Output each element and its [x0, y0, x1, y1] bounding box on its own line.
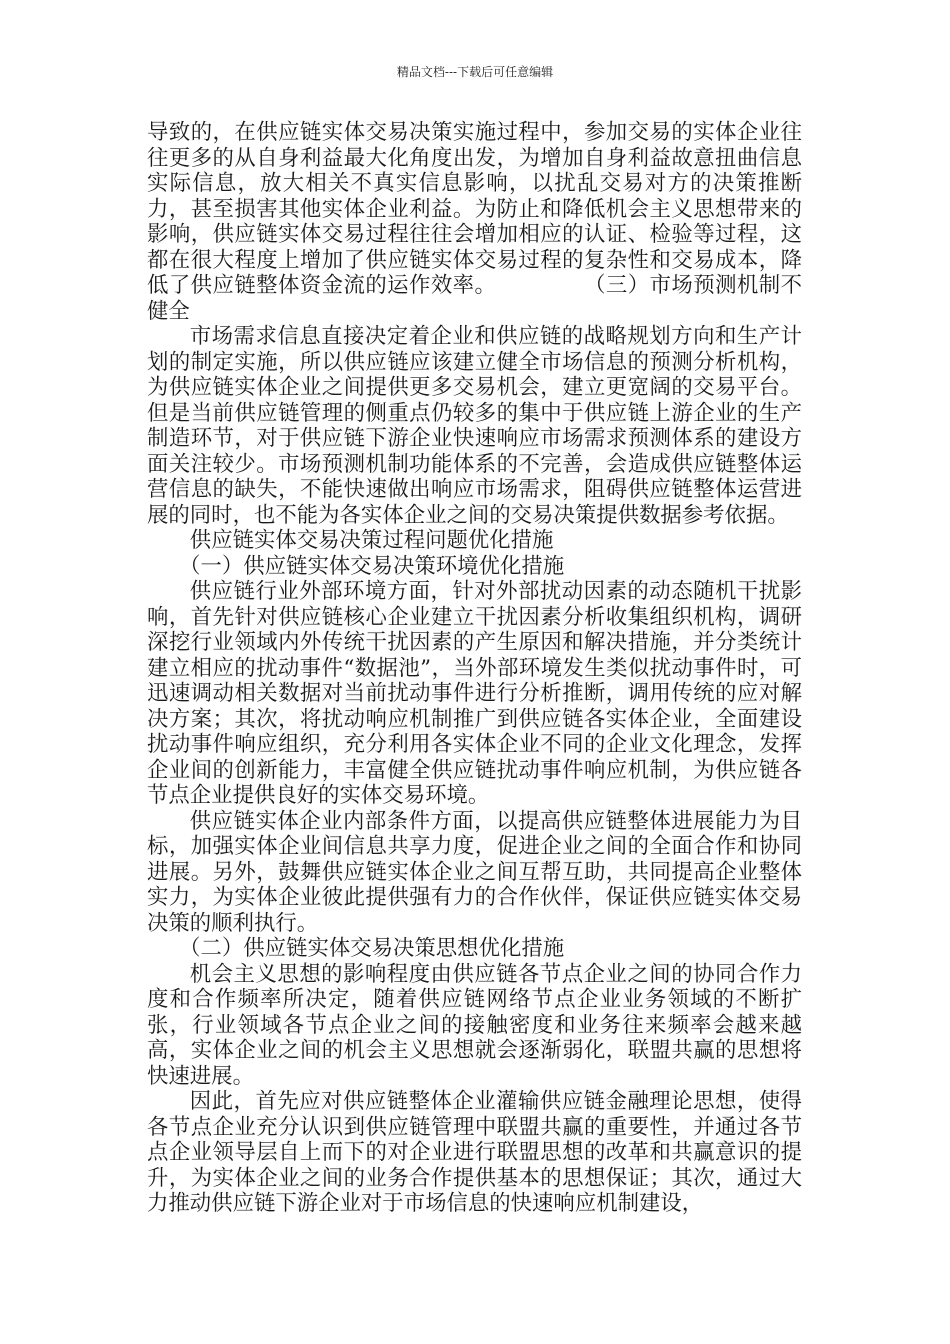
paragraph-2: 市场需求信息直接决定着企业和供应链的战略规划方向和生产计划的制定实施，所以供应链应该建立健全市场信息的预测分析机构，为供应链实体企业之间提供更多交易机会，建立更宽阔的交易平台。但是当前供应链管理的侧重点仍较多的集中于供应链上游企业的生产制造环节，对于供应链下游企业快速响应市场需求预测体系的建设方面关注较少。市场预测机制功能体系的不完善，会造成供应链整体运营信息的缺失，不能快速做出响应市场需求，阻碍供应链整体运营进展的同时，也不能为各实体企业之间的交易决策提供数据参考依据。: [147, 324, 802, 528]
paragraph-1-spacer: [486, 273, 595, 298]
section-heading-1: （一）供应链实体交易决策环境优化措施: [179, 553, 565, 579]
section-heading-main: 供应链实体交易决策过程问题优化措施: [189, 528, 554, 553]
paragraph-1: [147, 120, 802, 324]
document-body: [147, 120, 802, 1217]
section-heading-2: （二）供应链实体交易决策思想优化措施: [179, 936, 565, 961]
page-header-watermark: 精品文档---下载后可任意编辑: [396, 65, 554, 79]
paragraph-4: 供应链实体企业内部条件方面，以提高供应链整体进展能力为目标，加强实体企业间信息共享力度，促进企业之间的全面合作和协同进展。另外，鼓舞供应链实体企业之间互帮互助，共同提高企业整体实力，为实体企业彼此提供强有力的合作伙伴，保证供应链实体交易决策的顺利执行。: [147, 808, 802, 936]
paragraph-1-text: 导致的，在供应链实体交易决策实施过程中，参加交易的实体企业往往更多的从自身利益最大化角度出发，为增加自身利益故意扭曲信息实际信息，放大相关不真实信息影响，以扰乱交易对方的决策推断力，甚至损害其他实体企业利益。为防止和降低机会主义思想带来的影响，供应链实体交易过程往往会增加相应的认证、检验等过程，这都在很大程度上增加了供应链实体交易过程的复杂性和交易成本，降低了供应链整体资金流的运作效率。: [147, 120, 802, 298]
section-heading-3: （三）市场预测机制不健全: [147, 273, 802, 324]
paragraph-6: 因此，首先应对供应链整体企业灌输供应链金融理论思想，使得各节点企业充分认识到供应链管理中联盟共赢的重要性，并通过各节点企业领导层自上而下的对企业进行联盟思想的改革和共赢意识的提升，为实体企业之间的业务合作提供基本的思想保证；其次，通过大力推动供应链下游企业对于市场信息的快速响应机制建设，: [147, 1089, 802, 1216]
paragraph-5: 机会主义思想的影响程度由供应链各节点企业之间的协同合作力度和合作频率所决定，随着供应链网络节点企业业务领域的不断扩张，行业领域各节点企业之间的接触密度和业务往来频率会越来越高，实体企业之间的机会主义思想就会逐渐弱化，联盟共赢的思想将快速进展。: [147, 961, 802, 1089]
paragraph-3: 供应链行业外部环境方面，针对外部扰动因素的动态随机干扰影响，首先针对供应链核心企业建立干扰因素分析收集组织机构，调研深挖行业领域内外传统干扰因素的产生原因和解决措施，并分类统计建立相应的扰动事件“数据池”，当外部环境发生类似扰动事件时，可迅速调动相关数据对当前扰动事件进行分析推断，调用传统的应对解决方案；其次，将扰动响应机制推广到供应链各实体企业，全面建设扰动事件响应组织，充分利用各实体企业不同的企业文化理念，发挥企业间的创新能力，丰富健全供应链扰动事件响应机制，为供应链各节点企业提供良好的实体交易环境。: [147, 579, 802, 808]
